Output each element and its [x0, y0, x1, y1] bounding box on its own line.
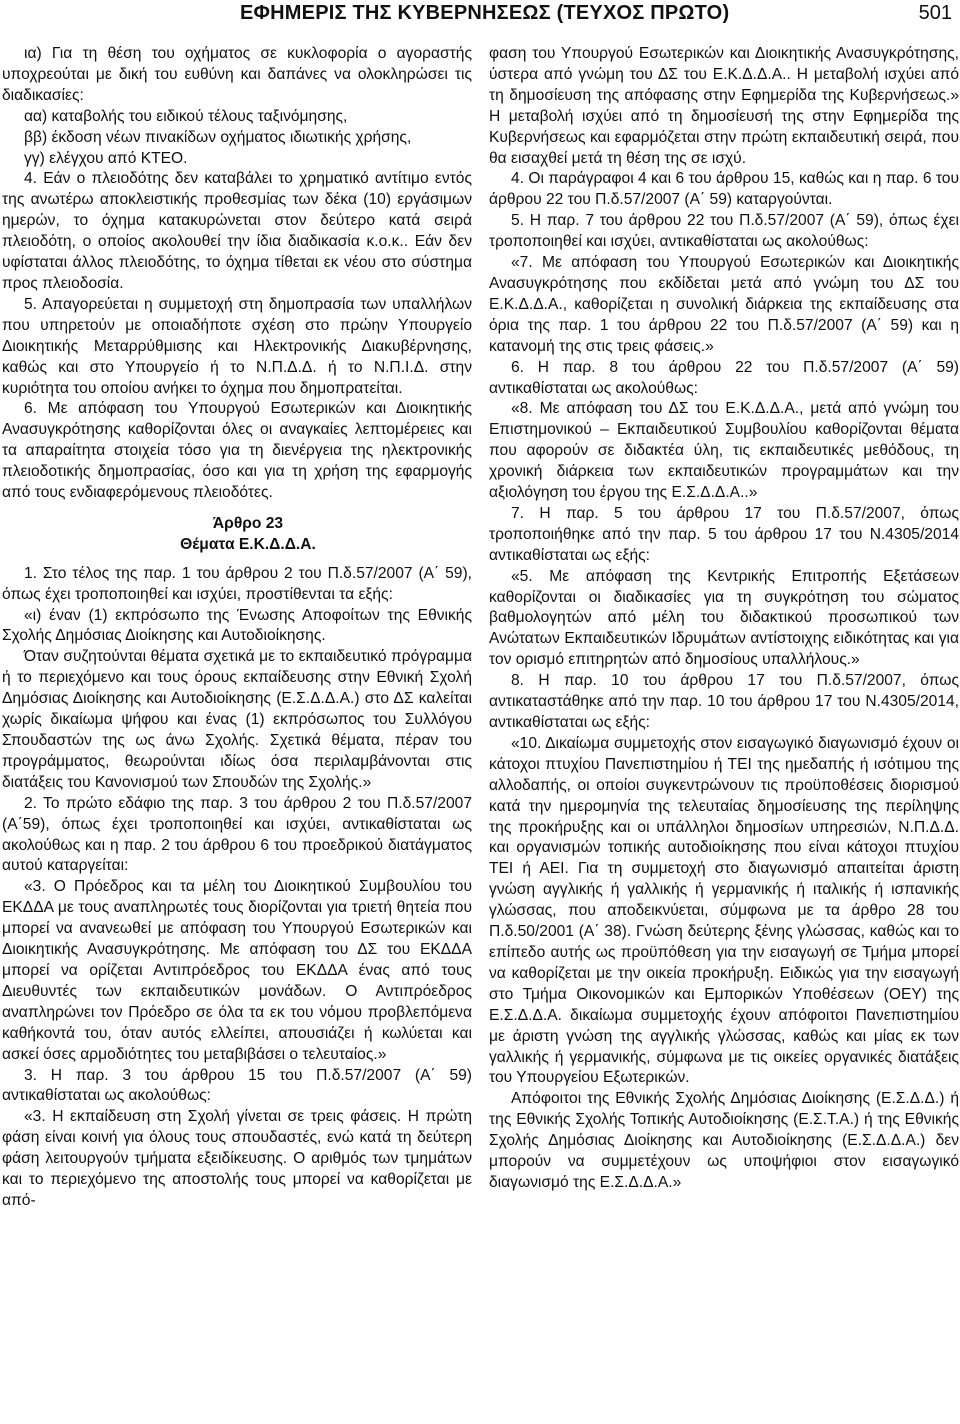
paragraph: «8. Με απόφαση του ΔΣ του Ε.Κ.Δ.Δ.Α., μετά από γνώμη του Επιστημονικού – Εκπαιδευτικού Συμβουλίου καθορίζονται θέματα που αφορούν σε διδακτέα ύλη, τις εκπαιδευτικές μεθόδους, τη χρονική διάρκεια των εκπαιδευτικών προγραμμάτων και την αξιολόγηση του έργου της Ε.Σ.Δ.Δ.Α..» — [489, 400, 959, 502]
paragraph: 6. Με απόφαση του Υπουργού Εσωτερικών και Διοικητικής Ανασυγκρότησης καθορίζονται όλες οι αναγκαίες λεπτομέρειες και τα απαραίτητα στοιχεία τόσο για τη διενέργεια της ηλεκτρονικής πλειοδοτικής δημοπρασίας, όσο και για τη χρήση της εφαρμογής από τους ενδιαφερόμενους πλειοδότες. — [2, 400, 472, 502]
left-column — [2, 44, 472, 1212]
paragraph: 6. Η παρ. 8 του άρθρου 22 του Π.δ.57/2007 (Α΄ 59) αντικαθίσταται ως ακολούθως: — [489, 358, 959, 397]
paragraph-continuation: φαση του Υπουργού Εσωτερικών και Διοικητικής Ανασυγκρότησης, ύστερα από γνώμη του ΔΣ του Ε.Κ.Δ.Δ.Α.. Η μεταβολή ισχύει από τη δημοσίευση της απόφασης στην Εφημερίδα της Κυβερνήσεως.» Η μεταβολή ισχύει από τη δημοσίευσή της στην Εφημερίδα της Κυβερνήσεως και εφαρμόζεται στην πρώτη εκπαιδευτική σειρά, που θα εισαχθεί μετά τη θέση της σε ισχύ. — [489, 45, 959, 167]
paragraph: Όταν συζητούνται θέματα σχετικά με το εκπαιδευτικό πρόγραμμα ή το περιεχόμενο και τους όρους εκπαίδευσης στην Εθνική Σχολή Δημόσιας Διοίκησης και Αυτοδιοίκησης (Ε.Σ.Δ.Δ.Α.) στο ΔΣ καλείται χωρίς δικαίωμα ψήφου και ένας (1) εκπρόσωπος του Συλλόγου Σπουδαστών της ως άνω Σχολής. Σχετικά θέματα, πέραν του προγράμματος, θεωρούνται ιδίως όσα περιλαμβάνονται στις διατάξεις του Κανονισμού των Σπουδών της Σχολής.» — [2, 648, 472, 791]
paragraph: ββ) έκδοση νέων πινακίδων οχήματος ιδιωτικής χρήσης, — [24, 128, 412, 146]
paragraph: 4. Οι παράγραφοι 4 και 6 του άρθρου 15, καθώς και η παρ. 6 του άρθρου 22 του Π.δ.57/2007 (Α΄ 59) καταργούνται. — [489, 170, 959, 209]
paragraph: γγ) ελέγχου από ΚΤΕΟ. — [24, 149, 188, 167]
paragraph: «ι) έναν (1) εκπρόσωπο της Ένωσης Αποφοίτων της Εθνικής Σχολής Δημόσιας Διοίκησης και Αυτοδιοίκησης. — [2, 606, 472, 645]
paragraph: 5. Η παρ. 7 του άρθρου 22 του Π.δ.57/2007 (Α΄ 59), όπως έχει τροποποιηθεί και ισχύει, αντικαθίσταται ως ακολούθως: — [489, 212, 959, 251]
paragraph: «10. Δικαίωμα συμμετοχής στον εισαγωγικό διαγωνισμό έχουν οι κάτοχοι πτυχίου Πανεπιστημίου ή ΤΕΙ της ημεδαπής ή ισότιμου της αλλοδαπής, οι οποίοι συγκεντρώνουν τις προϋποθέσεις διορισμού κατά την ημερομηνία της τελευταίας δημοσίευσης της περίληψης της προκήρυξης και οι υπάλληλοι δημοσίων υπηρεσιών, Ν.Π.Δ.Δ. και οργανισμών τοπικής αυτοδιοίκησης που είναι κάτοχοι πτυχίου ΤΕΙ ή ΑΕΙ. Για τη συμμετοχή στο διαγωνισμό απαιτείται άριστη γνώση αγγλικής ή γαλλικής ή γερμανικής ή ιταλικής ή ισπανικής γλώσσας, που αποδεικνύεται, σύμφωνα με τα άρθρο 28 του Π.δ.50/2001 (Α΄ 38). Γνώση δεύτερης ξένης γλώσσας, καθώς και το επίπεδο αυτής ως προϋπόθεση για την εισαγωγή σε Τμήμα μπορεί να καθορίζεται με την οικεία προκήρυξη. Ειδικώς για την εισαγωγή στο Τμήμα Οικονομικών και Εμπορικών Υποθέσεων (ΟΕΥ) της Ε.Σ.Δ.Δ.Α. δικαίωμα συμμετοχής έχουν απόφοιτοι Πανεπιστημίου με άριστη γνώση της αγγλικής γλώσσας, καθώς και μίας εκ των γαλλικής ή γερμανικής, σύμφωνα με τις οικείες οργανικές διατάξεις του Υπουργείου Εξωτερικών. — [489, 734, 959, 1087]
paragraph: 1. Στο τέλος της παρ. 1 του άρθρου 2 του Π.δ.57/2007 (Α΄ 59), όπως έχει τροποποιηθεί και ισχύει, προστίθενται τα εξής: — [2, 564, 472, 603]
paragraph: 5. Απαγορεύεται η συμμετοχή στη δημοπρασία των υπαλλήλων που υπηρετούν με οποιαδήποτε σχέση στο πρώην Υπουργείο Διοικητικής Μεταρρύθμισης και Ηλεκτρονικής Διακυβέρνησης, καθώς και στο Υπουργείο ή το Ν.Π.Δ.Δ. ή το Ν.Π.Ι.Δ. στην κυριότητα του οποίου ανήκει το όχημα που δημοπρατείται. — [2, 295, 472, 397]
paragraph: αα) καταβολής του ειδικού τέλους ταξινόμησης, — [24, 107, 348, 125]
paragraph: 4. Εάν ο πλειοδότης δεν καταβάλει το χρηματικό αντίτιμο εντός της ανωτέρω αποκλειστικής προθεσμίας των δέκα (10) εργάσιμων ημερών, το όχημα κατακυρώνεται στον δεύτερο κατά σειρά πλειοδότη, ο οποίος ακολουθεί την ίδια διαδικασία κ.ο.κ.. Εάν δεν υφίσταται άλλος πλειοδότης, το όχημα τίθεται εκ νέου στο σύστημα προς πλειοδοσία. — [2, 170, 472, 292]
article-heading-block — [2, 504, 472, 564]
paragraph: ια) Για τη θέση του οχήματος σε κυκλοφορία ο αγοραστής υποχρεούται με δική του ευθύνη και δαπάνες να ολοκληρώσει τις διαδικασίες: — [2, 45, 472, 104]
paragraph: «7. Με απόφαση του Υπουργού Εσωτερικών και Διοικητικής Ανασυγκρότησης που εκδίδεται μετά από γνώμη του ΔΣ του Ε.Κ.Δ.Δ.Α., καθορίζεται η συνολική διάρκεια της εκπαίδευσης στα όρια της παρ. 1 του άρθρου 22 του Π.δ.57/2007 (Α΄ 59) και η κατανομή της στις τρεις φάσεις.» — [489, 254, 959, 355]
right-column — [489, 44, 959, 1194]
paragraph: 7. Η παρ. 5 του άρθρου 17 του Π.δ.57/2007, όπως τροποποιήθηκε από την παρ. 5 του άρθρου 17 του Ν.4305/2014 αντικαθίσταται ως εξής: — [489, 504, 959, 564]
article-heading: Άρθρο 23 — [212, 514, 284, 532]
paragraph: «3. Ο Πρόεδρος και τα μέλη του Διοικητικού Συμβουλίου του ΕΚΔΔΑ με τους αναπληρωτές τους διορίζονται για τριετή θητεία που μπορεί να ανανεωθεί με απόφαση του Υπουργού Εσωτερικών και Διοικητικής Ανασυγκρότησης. Με απόφαση του ΔΣ του ΕΚΔΔΑ μπορεί να ορίζεται Αντιπρόεδρος του ΕΚΔΔΑ ένας από τους Διευθυντές των εκπαιδευτικών μονάδων. Ο Αντιπρόεδρος αναπληρώνει τον Πρόεδρο σε όλα τα εκ του νόμου προβλεπόμενα καθήκοντά του, όταν αυτός ελλείπει, απουσιάζει ή κωλύεται και ασκεί όσες αρμοδιότητες του μεταβιβάσει ο τελευταίος.» — [2, 878, 472, 1063]
running-header — [0, 0, 960, 40]
paragraph: «3. Η εκπαίδευση στη Σχολή γίνεται σε τρεις φάσεις. Η πρώτη φάση είναι κοινή για όλους τους σπουδαστές, ενώ κατά τη δεύτερη φάση λειτουργούν τμήματα εξειδίκευσης. Ο αριθμός των τμημάτων και το περιεχόμενο της αποστολής τους μπορεί να καθορίζεται με από- — [2, 1108, 472, 1209]
gazette-title: ΕΦΗΜΕΡΙΣ ΤΗΣ ΚΥΒΕΡΝΗΣΕΩΣ (ΤΕΥΧΟΣ ΠΡΩΤΟ) — [240, 2, 730, 24]
paragraph: Απόφοιτοι της Εθνικής Σχολής Δημόσιας Διοίκησης (Ε.Σ.Δ.Δ.) ή της Εθνικής Σχολής Τοπικής Αυτοδιοίκησης (Ε.Σ.Τ.Α.) ή της Εθνικής Σχολής Δημόσιας Διοίκησης και Αυτοδιοίκησης (Ε.Σ.Δ.Δ.Α.) δεν μπορούν να συμμετέχουν ως υποψήφιοι στον εισαγωγικό διαγωνισμό της Ε.Σ.Δ.Δ.Α.» — [489, 1090, 959, 1191]
page-number: 501 — [918, 2, 952, 24]
paragraph: 3. Η παρ. 3 του άρθρου 15 του Π.δ.57/2007 (Α΄ 59) αντικαθίσταται ως ακολούθως: — [2, 1066, 472, 1105]
article-subheading: Θέματα Ε.Κ.Δ.Δ.Α. — [180, 535, 316, 553]
paragraph: 2. Το πρώτο εδάφιο της παρ. 3 του άρθρου 2 του Π.δ.57/2007 (Α΄59), όπως έχει τροποποιηθεί και ισχύει, αντικαθίσταται ως ακολούθως και η παρ. 2 του άρθρου 6 του προεδρικού διατάγματος αυτού καταργείται: — [2, 794, 472, 875]
paragraph: 8. Η παρ. 10 του άρθρου 17 του Π.δ.57/2007, όπως αντικαταστάθηκε από την παρ. 10 του άρθρου 17 του Ν.4305/2014, αντικαθίσταται ως εξής: — [489, 672, 959, 731]
paragraph: «5. Με απόφαση της Κεντρικής Επιτροπής Εξετάσεων καθορίζονται οι διαδικασίες για τη συγκρότηση του σώματος βαθμολογητών από μέλη του διδακτικού προσωπικού των Ανώτατων Εκπαιδευτικών Ιδρυμάτων αντίστοιχης ειδικότητας και για τον ορισμό επιτηρητών από δημοσίους υπαλλήλους.» — [489, 567, 959, 669]
